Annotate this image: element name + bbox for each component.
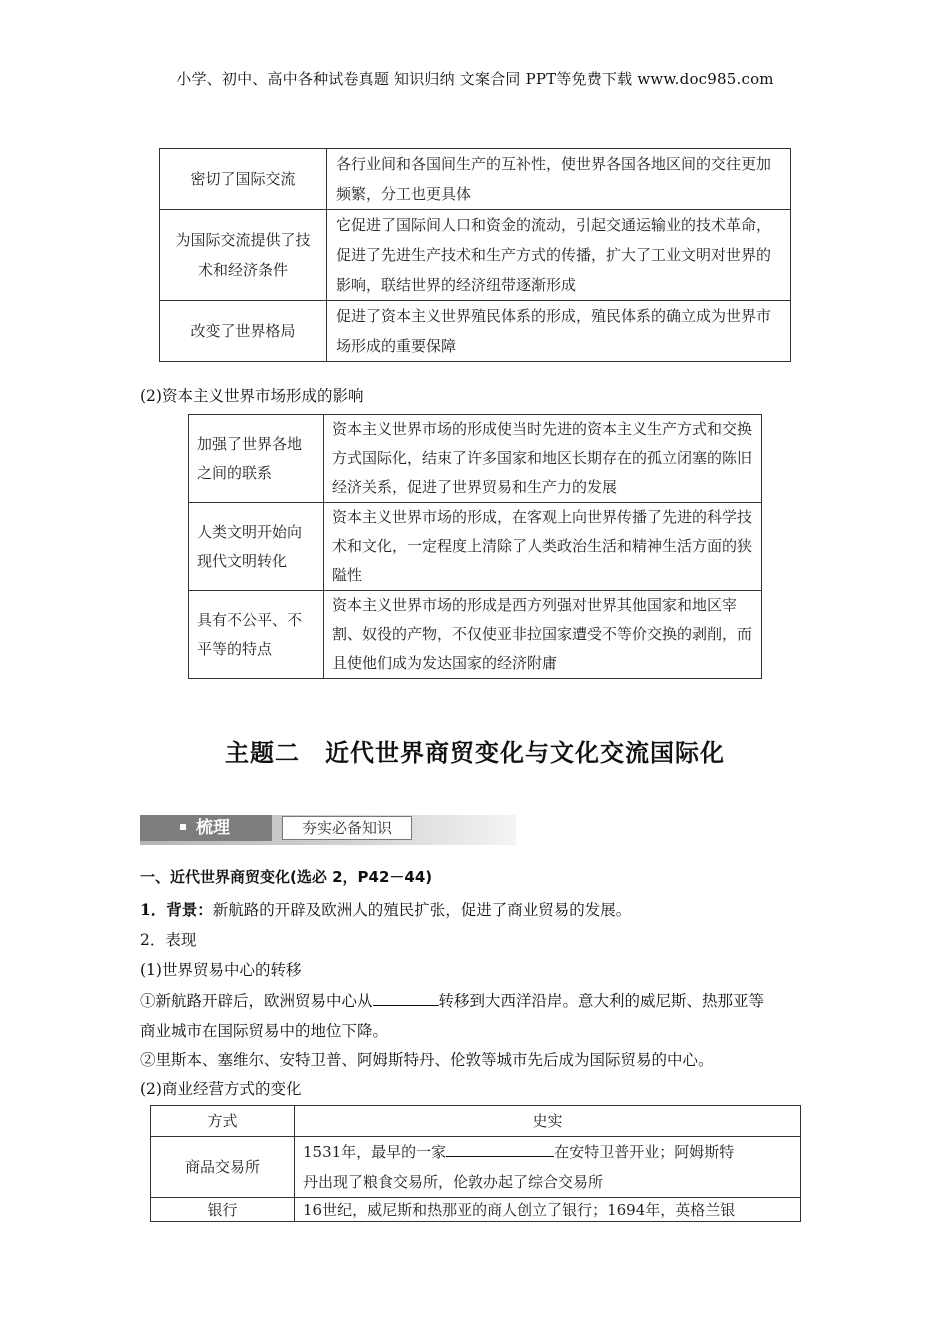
impact-table-1 [159, 148, 791, 362]
table-value-cell: 它促进了国际间人口和资金的流动，引起交通运输业的技术革命，促进了先进生产技术和生产方式的传播，扩大了工业文明对世界的影响，联结世界的经济纽带逐渐形成 [327, 210, 791, 301]
fill-blank[interactable] [373, 989, 439, 1006]
table-value-cell: 促进了资本主义世界殖民体系的形成，殖民体系的确立成为世界市场形成的重要保障 [327, 301, 791, 362]
table-key-cell: 银行 [151, 1198, 295, 1222]
paragraph-line: 商业城市在国际贸易中的地位下降。 [140, 1022, 389, 1040]
table-value-cell: 资本主义世界市场的形成是西方列强对世界其他国家和地区宰割、奴役的产物，不仅使亚非拉国家遭受不等价交换的剥削，而且使他们成为发达国家的经济附庸 [324, 591, 762, 679]
paragraph-line [140, 989, 764, 1011]
table-key-cell: 商品交易所 [151, 1137, 295, 1198]
table-row [160, 149, 791, 210]
banner-box: 夯实必备知识 [282, 816, 412, 840]
paragraph-background [140, 898, 631, 920]
theme-title: 主题二 近代世界商贸变化与文化交流国际化 [225, 739, 725, 767]
table-key-cell: 为国际交流提供了技术和经济条件 [160, 210, 327, 301]
commerce-table [150, 1105, 801, 1222]
table-key-cell: 加强了世界各地之间的联系 [189, 415, 324, 503]
paragraph-heading: (1)世界贸易中心的转移 [140, 961, 302, 979]
table-value-cell: 各行业间和各国间生产的互补性，使世界各国各地区间的交往更加频繁，分工也更具体 [327, 149, 791, 210]
table-row [189, 415, 762, 503]
paragraph-line: ②里斯本、塞维尔、安特卫普、阿姆斯特丹、伦敦等城市先后成为国际贸易的中心。 [140, 1051, 714, 1069]
column-header: 方式 [151, 1106, 295, 1137]
impact-table-2 [188, 414, 762, 679]
paragraph-heading: 2．表现 [140, 931, 197, 949]
cell-text: 丹出现了粮食交易所，伦敦办起了综合交易所 [303, 1173, 604, 1191]
table-value-cell: 资本主义世界市场的形成，在客观上向世界传播了先进的科学技术和文化，一定程度上清除了人类政治生活和精神生活方面的狭隘性 [324, 503, 762, 591]
table-value-cell: 资本主义世界市场的形成使当时先进的资本主义生产方式和交换方式国际化，结束了许多国家和地区长期存在的孤立闭塞的陈旧经济关系，促进了世界贸易和生产力的发展 [324, 415, 762, 503]
page-header: 小学、初中、高中各种试卷真题 知识归纳 文案合同 PPT等免费下载 www.doc985.com [176, 70, 774, 88]
table-key-cell: 人类文明开始向现代文明转化 [189, 503, 324, 591]
paragraph-heading: (2)商业经营方式的变化 [140, 1080, 302, 1098]
cell-text: 1531年，最早的一家 [303, 1143, 447, 1161]
paragraph-text: 转移到大西洋沿岸。意大利的威尼斯、热那亚等 [438, 992, 765, 1010]
paragraph-label: 1．背景： [140, 900, 213, 919]
table-row [160, 210, 791, 301]
table-header-row [151, 1106, 801, 1137]
square-icon [180, 824, 186, 830]
table-value-cell [295, 1137, 801, 1198]
table-row [189, 503, 762, 591]
table-row [151, 1137, 801, 1198]
cell-text: 在安特卫普开业；阿姆斯特 [554, 1143, 735, 1161]
column-header: 史实 [295, 1106, 801, 1137]
fill-blank[interactable] [446, 1140, 554, 1157]
paragraph-text: 新航路的开辟及欧洲人的殖民扩张，促进了商业贸易的发展。 [212, 901, 632, 919]
table-key-cell: 改变了世界格局 [160, 301, 327, 362]
banner-label-text: 梳理 [196, 818, 230, 838]
subsection-heading: 一、近代世界商贸变化(选必 2，P42－44) [140, 868, 433, 886]
section-banner [140, 815, 516, 845]
section-heading: (2)资本主义世界市场形成的影响 [140, 387, 364, 405]
table-row [151, 1198, 801, 1222]
table-row [189, 591, 762, 679]
paragraph-text: ①新航路开辟后，欧洲贸易中心从 [140, 992, 373, 1010]
table-value-cell: 16世纪，威尼斯和热那亚的商人创立了银行；1694年，英格兰银 [295, 1198, 801, 1222]
table-row [160, 301, 791, 362]
banner-label [140, 815, 272, 841]
table-key-cell: 密切了国际交流 [160, 149, 327, 210]
table-key-cell: 具有不公平、不平等的特点 [189, 591, 324, 679]
